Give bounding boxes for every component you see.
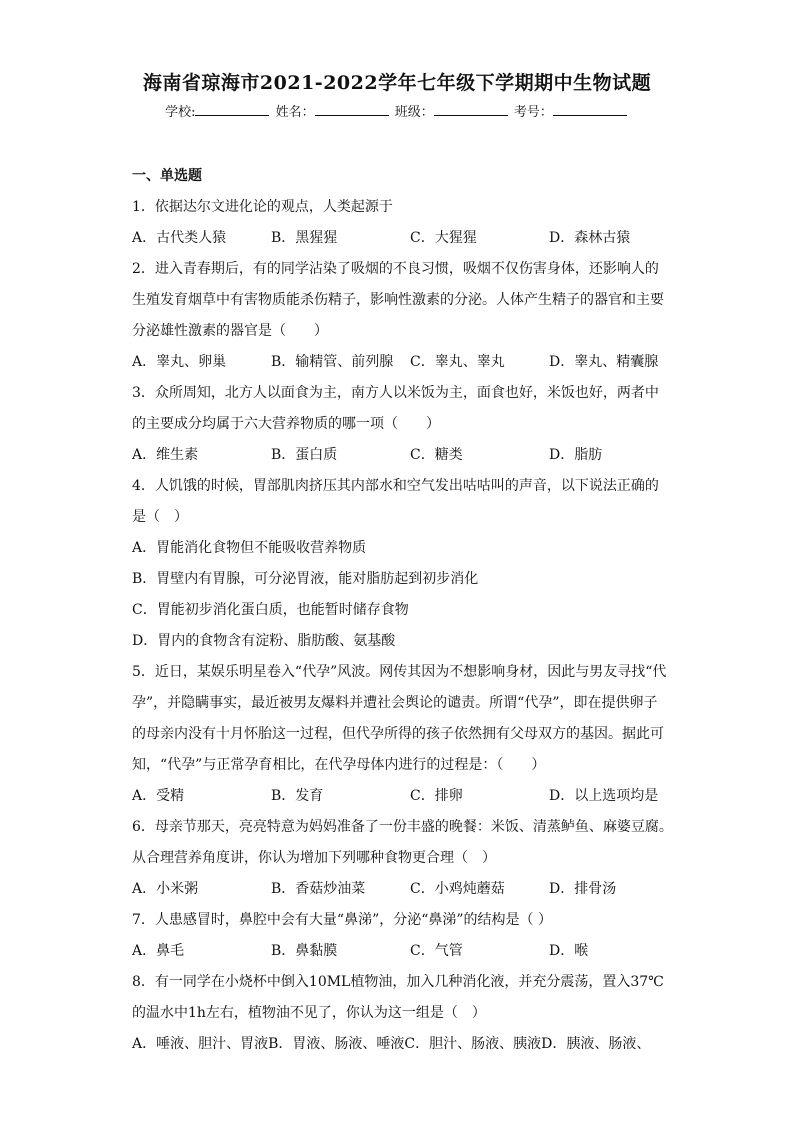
section-title: 一、单选题 — [132, 168, 202, 184]
option-b[interactable]: B．黑猩猩 — [271, 230, 338, 246]
question-1 — [132, 192, 662, 254]
option-a[interactable]: A．维生素 — [132, 447, 199, 463]
option-c[interactable]: C．小鸡炖蘑菇 — [410, 881, 505, 897]
question-line: 5．近日，某娱乐明星卷入“代孕”风波。网传其因为不想影响身材，因此与男友寻找“代 — [132, 664, 667, 680]
page-title: 海南省琼海市2021-2022学年七年级下学期期中生物试题 — [142, 72, 652, 94]
question-5 — [132, 657, 667, 812]
option-d[interactable]: D．森林古猿 — [549, 230, 631, 246]
question-line: 4．人饥饿的时候，胃部肌肉挤压其内部水和空气发出咕咕叫的声音，以下说法正确的 — [132, 478, 659, 494]
question-line: 2．进入青春期后，有的同学沾染了吸烟的不良习惯，吸烟不仅伤害身体，还影响人的 — [132, 261, 659, 277]
question-line: 的温水中1h左右，植物油不见了，你认为这一组是（ ） — [132, 1005, 486, 1021]
option-c[interactable]: C．大猩猩 — [410, 230, 477, 246]
options-row — [132, 1029, 662, 1060]
question-2 — [132, 254, 662, 378]
class-label: 班级： — [394, 105, 434, 120]
option-d[interactable]: D．喉 — [549, 943, 589, 959]
option-d[interactable]: D．睾丸、精囊腺 — [549, 354, 659, 370]
question-6 — [132, 812, 673, 905]
question-line: 的母亲内没有十月怀胎这一过程，但代孕所得的孩子依然拥有父母双方的基因。据此可 — [132, 726, 664, 742]
student-info-row — [0, 101, 794, 120]
class-blank[interactable] — [434, 103, 508, 116]
option-a[interactable]: A．鼻毛 — [132, 943, 185, 959]
question-line: 1．依据达尔文进化论的观点，人类起源于 — [132, 199, 393, 215]
option-d[interactable]: D．胰液、肠液、 — [541, 1036, 651, 1052]
options-row — [132, 874, 662, 905]
option-a[interactable]: A．唾液、胆汁、胃液 — [132, 1036, 269, 1052]
option-c[interactable]: C．睾丸、睾丸 — [410, 354, 505, 370]
option-b[interactable]: B．胃液、肠液、唾液 — [268, 1036, 405, 1052]
options-row — [132, 781, 662, 812]
question-line: 知，“代孕”与正常孕育相比，在代孕母体内进行的过程是：（ ） — [132, 757, 546, 773]
option-a[interactable]: A．睾丸、卵巢 — [132, 354, 227, 370]
question-line: 3．众所周知，北方人以面食为主，南方人以米饭为主，面食也好，米饭也好，两者中 — [132, 385, 659, 401]
question-3 — [132, 378, 662, 471]
option-c[interactable]: C．气管 — [410, 943, 463, 959]
question-4 — [132, 471, 662, 657]
option-d[interactable]: D．脂肪 — [549, 447, 603, 463]
option-a[interactable]: A．胃能消化食物但不能吸收营养物质 — [132, 540, 367, 556]
question-line: 8．有一同学在小烧杯中倒入10ML植物油，加入几种消化液，并充分震荡，置入37℃ — [132, 974, 664, 990]
option-d[interactable]: D．以上选项均是 — [549, 788, 659, 804]
option-b[interactable]: B．蛋白质 — [271, 447, 338, 463]
option-a[interactable]: A．受精 — [132, 788, 185, 804]
questions-list — [132, 192, 673, 1060]
question-line: 的主要成分均属于六大营养物质的哪一项（ ） — [132, 416, 440, 432]
option-b[interactable]: B．鼻黏膜 — [271, 943, 338, 959]
question-line: 是（ ） — [132, 509, 188, 525]
number-blank[interactable] — [553, 103, 627, 116]
name-blank[interactable] — [315, 103, 389, 116]
question-8 — [132, 967, 662, 1060]
question-7 — [132, 905, 662, 967]
option-b[interactable]: B．香菇炒油菜 — [271, 881, 366, 897]
options-row — [132, 347, 662, 378]
name-label: 姓名： — [275, 105, 315, 120]
question-line: 分泌雄性激素的器官是（ ） — [132, 323, 328, 339]
option-c[interactable]: C．胆汁、肠液、胰液 — [404, 1036, 542, 1052]
question-line: 7．人患感冒时，鼻腔中会有大量“鼻涕”，分泌“鼻涕”的结构是（ ） — [132, 912, 552, 928]
option-c[interactable]: C．糖类 — [410, 447, 463, 463]
option-a[interactable]: A．小米粥 — [132, 881, 199, 897]
option-b[interactable]: B．输精管、前列腺 — [271, 354, 394, 370]
option-d[interactable]: D．胃内的食物含有淀粉、脂肪酸、氨基酸 — [132, 633, 396, 649]
number-label: 考号： — [513, 105, 553, 120]
options-row — [132, 440, 662, 471]
option-b[interactable]: B．发育 — [271, 788, 324, 804]
question-line: 从合理营养角度讲，你认为增加下列哪种食物更合理（ ） — [132, 850, 496, 866]
question-line: 生殖发育烟草中有害物质能杀伤精子，影响性激素的分泌。人体产生精子的器官和主要 — [132, 292, 664, 308]
option-b[interactable]: B．胃壁内有胃腺，可分泌胃液，能对脂肪起到初步消化 — [132, 571, 479, 587]
question-line: 孕”，并隐瞒事实，最近被男友爆料并遭社会舆论的谴责。所谓“代孕”，即在提供卵子 — [132, 695, 658, 711]
option-a[interactable]: A．古代类人猿 — [132, 230, 227, 246]
question-line: 6．母亲节那天，亮亮特意为妈妈准备了一份丰盛的晚餐：米饭、清蒸鲈鱼、麻婆豆腐。 — [132, 819, 673, 835]
option-c[interactable]: C．排卵 — [410, 788, 463, 804]
options-row — [132, 223, 662, 254]
option-d[interactable]: D．排骨汤 — [549, 881, 617, 897]
option-c[interactable]: C．胃能初步消化蛋白质，也能暂时储存食物 — [132, 602, 409, 618]
school-blank[interactable] — [195, 103, 269, 116]
school-label: 学校: — [165, 105, 196, 120]
options-row — [132, 936, 662, 967]
